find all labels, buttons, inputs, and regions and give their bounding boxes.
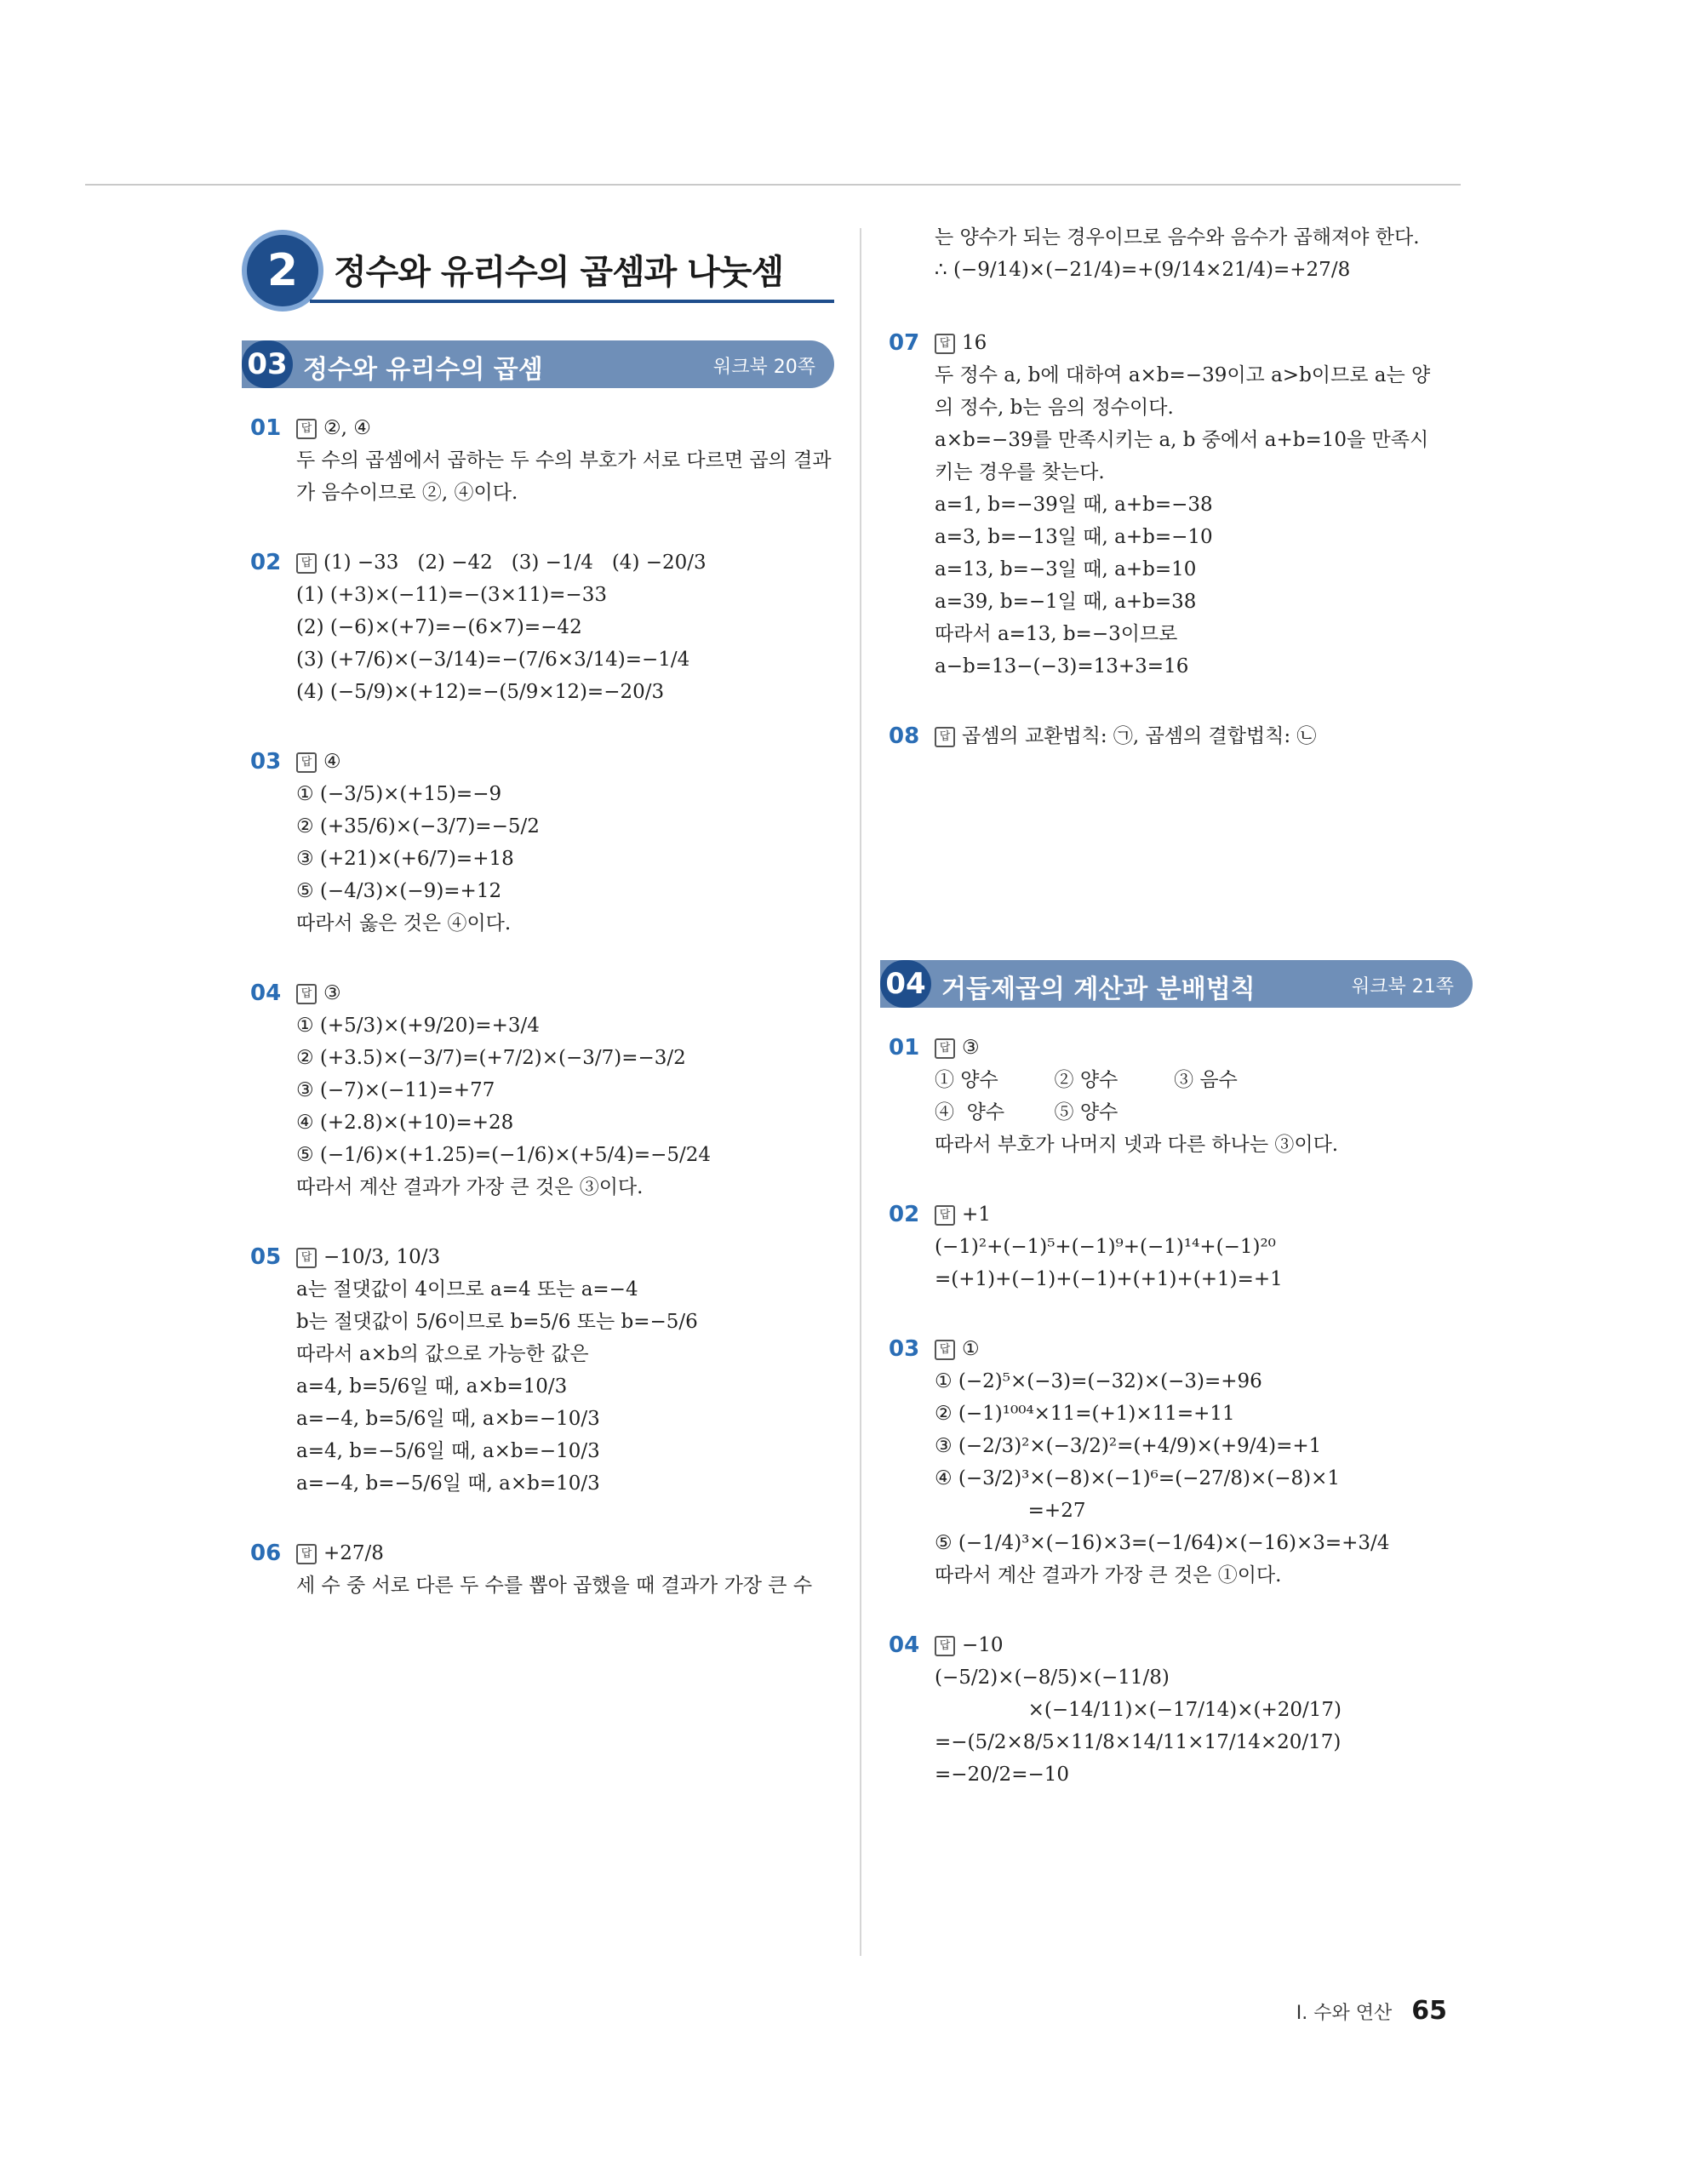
answer-value: −10/3, 10/3 — [323, 1246, 441, 1268]
solution-line: =(+1)+(−1)+(−1)+(+1)+(+1)=+1 — [935, 1268, 1283, 1290]
solution-line: ×(−14/11)×(−17/14)×(+20/17) — [935, 1699, 1342, 1721]
section-number: 04 — [880, 960, 931, 1008]
answer-mark-icon: 답 — [296, 1544, 317, 1564]
chapter-underline — [310, 300, 834, 303]
section-bar-03 — [242, 340, 834, 388]
solution-line: =−(5/2×8/5×11/8×14/11×17/14×20/17) — [935, 1731, 1342, 1753]
problem — [889, 1032, 1473, 1161]
problem-number: 02 — [250, 550, 282, 575]
answer-mark-icon: 답 — [296, 984, 317, 1004]
problem-number: 04 — [250, 981, 282, 1006]
solution-line: ∴ (−9/14)×(−21/4)=+(9/14×21/4)=+27/8 — [935, 259, 1351, 281]
chapter-header — [242, 221, 834, 340]
solution-line: (−1)²+(−1)⁵+(−1)⁹+(−1)¹⁴+(−1)²⁰ — [935, 1236, 1276, 1258]
solution-line: 두 수의 곱셈에서 곱하는 두 수의 부호가 서로 다르면 곱의 결과 — [296, 449, 832, 472]
answer-line — [935, 1333, 1473, 1365]
solution-line: a=−4, b=−5/6일 때, a×b=10/3 — [296, 1472, 600, 1495]
chapter-number-badge: 2 — [242, 230, 323, 312]
solution-line: a=4, b=−5/6일 때, a×b=−10/3 — [296, 1440, 600, 1462]
solution-line: 키는 경우를 찾는다. — [935, 461, 1105, 483]
solution-line: b는 절댓값이 5/6이므로 b=5/6 또는 b=−5/6 — [296, 1311, 698, 1333]
chapter-title: 정수와 유리수의 곱셈과 나눗셈 — [334, 253, 784, 292]
problem-number: 08 — [889, 723, 920, 749]
solution-line: ③ (−7)×(−11)=+77 — [296, 1079, 495, 1101]
answer-line — [935, 1198, 1473, 1231]
answer-line — [296, 1241, 834, 1273]
solution-line: 의 정수, b는 음의 정수이다. — [935, 397, 1174, 419]
solution-line: (−5/2)×(−8/5)×(−11/8) — [935, 1667, 1170, 1689]
answer-line — [296, 546, 834, 579]
solution-line: 따라서 a=13, b=−3이므로 — [935, 623, 1178, 645]
problem — [250, 546, 834, 708]
solution-line: ① (−3/5)×(+15)=−9 — [296, 783, 502, 805]
solution-line: a=4, b=5/6일 때, a×b=10/3 — [296, 1375, 568, 1398]
solution-line: (2) (−6)×(+7)=−(6×7)=−42 — [296, 616, 582, 638]
solution-line: ④ 양수 ⑤ 양수 — [935, 1101, 1118, 1123]
answer-line — [935, 720, 1473, 752]
solution-line: 는 양수가 되는 경우이므로 음수와 음수가 곱해져야 한다. — [935, 226, 1420, 249]
section-title: 거듭제곱의 계산과 분배법칙 — [941, 975, 1256, 1004]
problem — [250, 1241, 834, 1500]
problem-number: 05 — [250, 1244, 282, 1270]
solution-line: 세 수 중 서로 다른 두 수를 뽑아 곱했을 때 결과가 가장 큰 수 — [296, 1575, 813, 1597]
solution-line: a=1, b=−39일 때, a+b=−38 — [935, 494, 1213, 516]
solution-line: ② (−1)¹⁰⁰⁴×11=(+1)×11=+11 — [935, 1403, 1235, 1425]
section-04-problems — [889, 1032, 1473, 1791]
answer-line — [296, 1537, 834, 1569]
column-divider — [860, 228, 861, 1956]
solution-line: 따라서 계산 결과가 가장 큰 것은 ③이다. — [296, 1176, 644, 1198]
answer-value: +27/8 — [323, 1542, 384, 1564]
solution-line: ④ (−3/2)³×(−8)×(−1)⁶=(−27/8)×(−8)×1 — [935, 1467, 1341, 1489]
problem-number: 03 — [889, 1336, 920, 1362]
solution-line: =−20/2=−10 — [935, 1764, 1070, 1786]
answer-line — [935, 327, 1473, 359]
solution-line: ④ (+2.8)×(+10)=+28 — [296, 1112, 514, 1134]
problem — [889, 720, 1473, 752]
solution-line: ③ (−2/3)²×(−3/2)²=(+4/9)×(+9/4)=+1 — [935, 1435, 1322, 1457]
problem — [889, 1333, 1473, 1592]
problem — [250, 412, 834, 509]
answer-value: ③ — [323, 982, 341, 1004]
workbook-ref: 워크북 21쪽 — [1352, 976, 1454, 998]
solution-line: ② (+3.5)×(−3/7)=(+7/2)×(−3/7)=−3/2 — [296, 1047, 686, 1069]
problem-number: 02 — [889, 1202, 920, 1227]
problem — [889, 1198, 1473, 1295]
answer-value: −10 — [962, 1634, 1004, 1656]
answer-mark-icon: 답 — [935, 1340, 955, 1360]
answer-line — [935, 1032, 1473, 1064]
solution-line: a=39, b=−1일 때, a+b=38 — [935, 591, 1197, 613]
answer-mark-icon: 답 — [296, 553, 317, 574]
section-03-problems-continued — [889, 327, 1473, 752]
section-bar-04 — [880, 960, 1473, 1008]
problem-number: 01 — [889, 1035, 920, 1061]
answer-mark-icon: 답 — [935, 727, 955, 747]
answer-line — [935, 1629, 1473, 1661]
answer-line — [296, 977, 834, 1009]
problem-number: 06 — [250, 1541, 282, 1566]
right-column — [885, 221, 1473, 1828]
left-column — [247, 221, 834, 1639]
answer-mark-icon: 답 — [935, 334, 955, 354]
solution-line: a=13, b=−3일 때, a+b=10 — [935, 558, 1197, 580]
answer-line — [296, 746, 834, 778]
workbook-ref: 워크북 20쪽 — [713, 357, 815, 378]
solution-line: (4) (−5/9)×(+12)=−(5/9×12)=−20/3 — [296, 681, 665, 703]
answer-mark-icon: 답 — [296, 1248, 317, 1268]
answer-value: ① — [962, 1338, 980, 1360]
answer-value: ④ — [323, 751, 341, 773]
solution-line: ② (+35/6)×(−3/7)=−5/2 — [296, 815, 540, 838]
answer-value: 16 — [962, 332, 987, 354]
solution-line: 가 음수이므로 ②, ④이다. — [296, 482, 518, 504]
answer-mark-icon: 답 — [296, 419, 317, 439]
solution-line: ⑤ (−1/6)×(+1.25)=(−1/6)×(+5/4)=−5/24 — [296, 1144, 712, 1166]
solution-line: ⑤ (−4/3)×(−9)=+12 — [296, 880, 502, 902]
problem-number: 01 — [250, 415, 282, 441]
solution-line: 따라서 옳은 것은 ④이다. — [296, 912, 512, 935]
section-03-problems — [250, 412, 834, 1602]
solution-line: =+27 — [935, 1500, 1086, 1522]
solution-line: a−b=13−(−3)=13+3=16 — [935, 655, 1189, 677]
solution-line: a=−4, b=5/6일 때, a×b=−10/3 — [296, 1408, 600, 1430]
solution-line: (1) (+3)×(−11)=−(3×11)=−33 — [296, 584, 607, 606]
problem-number: 07 — [889, 330, 920, 356]
answer-value: 곱셈의 교환법칙: ㉠, 곱셈의 결합법칙: ㉡ — [962, 725, 1317, 747]
problem — [889, 327, 1473, 683]
answer-value: +1 — [962, 1203, 991, 1226]
page-number: 65 — [1411, 1996, 1447, 2026]
solution-line: 두 정수 a, b에 대하여 a×b=−39이고 a>b이므로 a는 양 — [935, 364, 1431, 386]
problem — [250, 746, 834, 940]
answer-mark-icon: 답 — [935, 1636, 955, 1656]
solution-line: ① (+5/3)×(+9/20)=+3/4 — [296, 1015, 540, 1037]
section-title: 정수와 유리수의 곱셈 — [303, 355, 543, 385]
solution-line: 따라서 a×b의 값으로 가능한 값은 — [296, 1343, 589, 1365]
continued-solution — [894, 221, 1473, 286]
answer-line — [296, 412, 834, 444]
answer-value: ②, ④ — [323, 417, 371, 439]
solution-line: 따라서 부호가 나머지 넷과 다른 하나는 ③이다. — [935, 1134, 1339, 1156]
solution-line: ③ (+21)×(+6/7)=+18 — [296, 848, 514, 870]
problem — [889, 1629, 1473, 1791]
solution-line: ① 양수 ② 양수 ③ 음수 — [935, 1069, 1238, 1091]
problem — [250, 1537, 834, 1602]
footer-chapter: I. 수와 연산 — [1296, 2003, 1393, 2024]
answer-mark-icon: 답 — [935, 1205, 955, 1226]
answer-mark-icon: 답 — [296, 752, 317, 773]
problem-number: 03 — [250, 749, 282, 775]
solution-line: 따라서 계산 결과가 가장 큰 것은 ①이다. — [935, 1564, 1282, 1587]
solution-line: ① (−2)⁵×(−3)=(−32)×(−3)=+96 — [935, 1370, 1262, 1392]
top-rule — [85, 184, 1461, 186]
solution-line: ⑤ (−1/4)³×(−16)×3=(−1/64)×(−16)×3=+3/4 — [935, 1532, 1390, 1554]
answer-value: ③ — [962, 1037, 980, 1059]
solution-line: a는 절댓값이 4이므로 a=4 또는 a=−4 — [296, 1278, 638, 1301]
answer-mark-icon: 답 — [935, 1038, 955, 1059]
section-number: 03 — [242, 340, 293, 388]
problem — [250, 977, 834, 1203]
answer-value: (1) −33 (2) −42 (3) −1/4 (4) −20/3 — [323, 552, 707, 574]
solution-line: a=3, b=−13일 때, a+b=−10 — [935, 526, 1213, 548]
solution-line: a×b=−39를 만족시키는 a, b 중에서 a+b=10을 만족시 — [935, 429, 1429, 451]
problem-number: 04 — [889, 1632, 920, 1658]
page-footer — [1296, 1996, 1447, 2026]
solution-line: (3) (+7/6)×(−3/14)=−(7/6×3/14)=−1/4 — [296, 649, 690, 671]
